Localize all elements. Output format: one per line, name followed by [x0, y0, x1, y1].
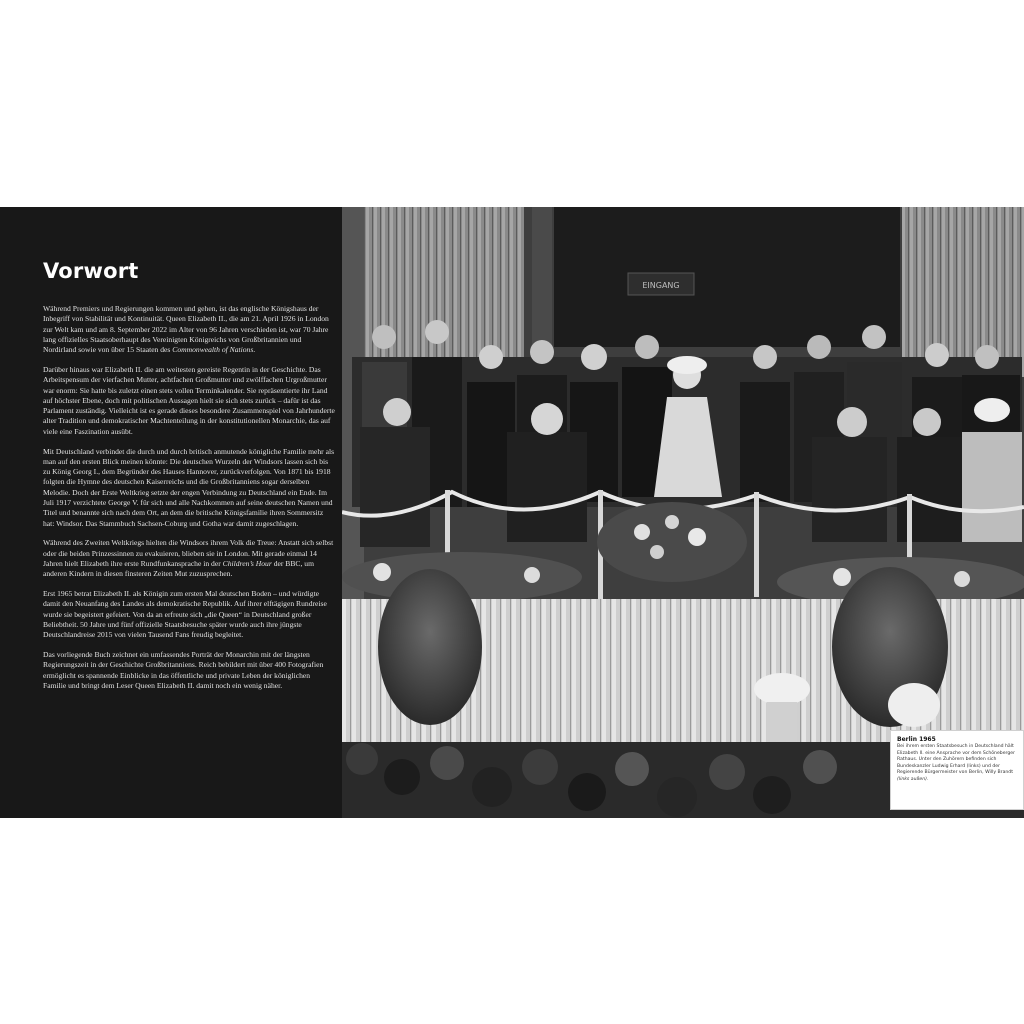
entrance-sign: EINGANG	[642, 281, 680, 290]
photo-illustration	[342, 207, 1024, 818]
photo-caption	[890, 730, 1024, 810]
book-spread	[0, 207, 1024, 818]
page-heading: Vorwort	[43, 259, 139, 283]
paragraph-3: Mit Deutschland verbindet die durch und durch britisch anmutende königliche Familie mehr als man auf den ersten Blick meinen könnte: Die deutschen Wurzeln der Windsors lassen sich bis zu König Georg I., dem Begründer des Hauses Hannover, zurückverfolgen. Von 1871 bis 1918 folgten die Hymne des deutschen Kaiserreichs und die Großbritanniens sogar derselben Melodie. Doch der Erste Weltkrieg setzte der engen Verbindung zu Deutschland ein Ende. Im Juli 1917 verzichtete George V. für sich und alle Nachkommen auf seine deutschen Namen und Titel und benannte sich nach dem Ort, an dem die britische Königsfamilie ihren Sommersitz hat: Windsor. Das Stammbuch Sachsen-Coburg und Gotha war damit zugeschlagen.	[43, 446, 335, 528]
historical-photo	[342, 207, 1024, 818]
paragraph-4: Während des Zweiten Weltkriegs hielten die Windsors ihrem Volk die Treue: Anstatt sich selbst oder die beiden Prinzessinnen zu evakuieren, blieben sie in London. Mit gerade einmal 14 Jahren hielt Elizabeth ihre erste Rundfunkansprache in der Children’s Hour der BBC, um anderen Kindern in diesen finsteren Zeiten Mut zuzusprechen.	[43, 538, 334, 579]
left-topiary	[378, 569, 482, 725]
entrance-doorway	[554, 207, 900, 347]
paragraph-1: Während Premiers und Regierungen kommen und gehen, ist das englische Königshaus der Inbegriff von Stabilität und Kontinuität. Queen Elizabeth II., die am 21. April 1926 in London zur Welt kam und am 8. September 2022 im Alter von 96 Jahren verschieden ist, war 70 Jahre lang offizielles Staatsoberhaupt des Vereinigten Königreichs von Großbritannien und Nordirland sowie von über 15 Staaten des Commonwealth of Nations.	[43, 304, 329, 355]
caption-text: Bei ihrem ersten Staatsbesuch in Deutschland hält Elizabeth II. eine Ansprache vor dem Schöneberger Rathaus. Unter den Zuhörern befinden sich Bundeskanzler Ludwig Erhard (links) und der Regierende Bürgermeister von Berlin, Willy Brandt (links außen).	[897, 744, 1015, 782]
paragraph-5: Erst 1965 betrat Elizabeth II. als Königin zum ersten Mal deutschen Boden – und würdigte damit den Neuanfang des Landes als demokratische Republik. Auf ihrer elftägigen Rundreise wurde sie begeistert gefeiert. Von da an erfreute sich „die Queen“ in Deutschland großer Beliebtheit. 50 Jahre und fünf offizielle Staatsbesuche später wurde auch ihre jüngste Deutschlandreise 2015 von vielen Tausend Fans freudig begleitet.	[43, 589, 327, 640]
caption-title: Berlin 1965	[897, 736, 936, 743]
paragraph-2: Darüber hinaus war Elizabeth II. die am weitesten gereiste Regentin in der Geschichte. Das Arbeitspensum der vierfachen Mutter, achtfachen Großmutter und zwölffachen Urgroßmutter war enorm: Sie hatte bis zuletzt einen stets vollen Terminkalender. Sie repräsentierte ihr Land auf höchster Ebene, doch mit politischen Aussagen hielt sie sich stets zurück – dafür ist das Parlament zuständig. Vielleicht ist es gerade dieses besondere Zusammenspiel von Jahrhunderte alter Tradition und demokratischer Machtenteilung in der konstitutionellen Monarchie, das auf viele eine Faszination ausübt.	[43, 364, 335, 436]
text-page	[0, 207, 342, 818]
body-text	[43, 304, 335, 701]
right-curtain	[902, 207, 1024, 377]
paragraph-6: Das vorliegende Buch zeichnet ein umfassendes Porträt der Monarchin mit der längsten Regierungszeit in der Geschichte Großbritanniens. Reich bebildert mit über 400 Fotografien ermöglicht es spannende Einblicke in das öffentliche und private Leben der königlichen Familie und bringt dem Leser Queen Elizabeth II. damit noch ein wenig näher.	[43, 650, 324, 690]
